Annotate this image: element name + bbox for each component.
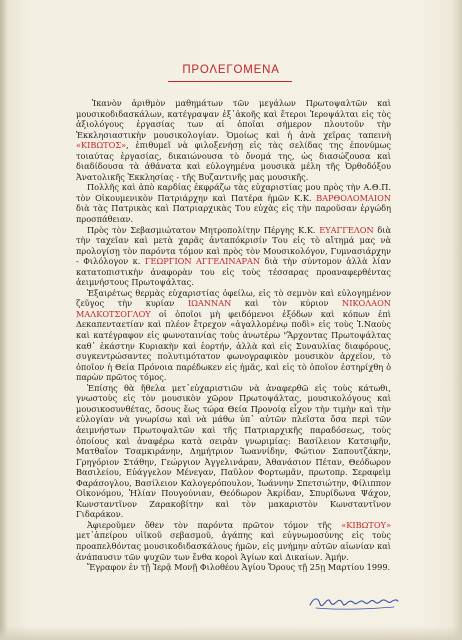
paragraph: [76, 98, 391, 182]
paragraph-text: Πρὸς τὸν Σεβασμιώτατον Μητροπολίτην Πέργης Κ.Κ.: [87, 224, 320, 235]
highlighted-name: ΙΩΑΝΝΑΝ: [187, 298, 232, 309]
closing-line: Ἔγραφον ἐν τῇ Ἱερᾷ Μονῇ Φιλοθέου Ἁγίου Ὄρους τῇ 25ῃ Μαρτίου 1999.: [87, 562, 391, 573]
paragraph-text: Ἐξαιρέτως θερμὰς εὐχαριστίας ὀφείλω, εἰς τὸ σεμνὸν καὶ εὐλογημένον ζεῦγος τὴν κυρίαν: [76, 287, 391, 309]
highlighted-name: ΒΑΡΘΟΛΟΜΑΙΟΝ: [316, 192, 391, 203]
page-title: ΠΡΟΛΕΓΟΜΕΝΑ: [182, 64, 280, 76]
highlighted-name: «ΚΙΒΩΤΟΣ»: [76, 140, 127, 151]
page-edge-right: [452, 0, 462, 640]
paragraph-text: Πολλῆς καὶ ἀπὸ καρδίας ἐκφράζω τὰς εὐχαριστίας μου πρὸς τὴν Α.Θ.Π. τὸν Οἰκουμενικὸν Πατριάρχην καὶ Πατέρα ἡμῶν Κ.Κ.: [76, 182, 391, 203]
body-text: [76, 98, 391, 573]
paragraph-text: καὶ τὸν κύριον: [231, 298, 343, 309]
handwritten-signature: [308, 591, 400, 613]
title-underline: [168, 81, 292, 82]
paragraph-text: οἱ ὁποῖοι μὴ φειδόμενοι ἐξόδων καὶ κόπων ἐπὶ Δεκαπενταετίαν καὶ πλέον ἔτρεχον «ἀγαλλομένῳ ποδὶ» εἰς τοὺς Ἱ.Ναοὺς καὶ κατέγραφον εἰς φωνοταινίας τοὺς ἀνωτέρω "Ἄρχοντας Πρωτοψάλτας καθ᾿ ἑκάστην Κυριακὴν καὶ ἑορτήν, ἀλλὰ καὶ εἰς Συναυλίας διαφόρους, συγκεντρώσαντες πολυτιμότατον φωνογραφικὸν μουσικὸν ἀρχεῖον, τὸ ὁποῖον ἡ Θεία Πρόνοια παρέδωκεν εἰς ἡμᾶς, καὶ εἰς τὸ ὁποῖον ἐστηρίχθη ὁ παρὼν πρῶτος τόμος.: [76, 308, 391, 383]
page-edge-left: [0, 0, 6, 640]
paragraph: [76, 182, 391, 224]
paragraph-text: διὰ τὴν ταχεῖαν καὶ μετὰ χαρᾶς ἀνταπόκρισίν Του εἰς τὸ αἴτημά μας νὰ προλογίσῃ τὸν παρόντα τόμον καὶ πρὸς τὸν Μουσικολόγον, Γυμνασιάρχην - Φιλόλογον κ.: [76, 224, 391, 267]
page-edge-bottom: [0, 626, 462, 640]
highlighted-name: ΕΥΑΓΓΕΛΟΝ: [319, 224, 374, 235]
paragraph-list: [76, 98, 391, 562]
paragraph-text: , ἐπιθυμεῖ νὰ φιλοξενήσῃ εἰς τὰς σελίδας της ἐπονύμως τοιαύτας ἐργασίας, δικαιώνουσα τὸ ὄνομά της, ὡς διασώζουσα καὶ διαδίδουσα τὰ ἀθάνατα καὶ εὐλογημένα μουσικὰ μέλη τῆς Ὀρθοδόξου Ἀνατολικῆς Ἐκκλησίας - τῆς Βυζαντινῆς μας μουσικῆς.: [76, 140, 391, 182]
paragraph: [76, 288, 391, 383]
paragraph: [76, 383, 391, 520]
paragraph-text: Ἐπίσης θὰ ἤθελα μετ᾿εὐχαριστιῶν νὰ ἀναφερθῶ εἰς τοὺς κάτωθι, γνωστοὺς εἰς τὸν μουσικὸν χῶρον Πρωτοψάλτας, μουσικολόγους καὶ μουσικοσυνθέτας, ὅσους ἕως τώρα Θεία Προνοίᾳ εἶχον τὴν τιμὴν καὶ τὴν εὐλογίαν νὰ γνωρίσω καὶ νὰ μάθω ὑπ᾿ αὐτῶν πλεῖστα ὅσα περὶ τῶν ἀειμνήστων Πρωτοψαλτῶν καὶ τῆς Πατριαρχικῆς παραδόσεως, τοὺς ὁποίους καὶ ἀναφέρω κατὰ σειρὰν γνωριμίας: Βασίλειον Κατσιφῆν, Ματθαῖον Τσαμκιράνην, Δημήτριον Ἰωαννίδην, Φώτιον Σαπουτζάκην, Γρηγόριον Στάθην, Γεώργιον Ἀγγελινάραν, Ἀθανάσιον Πέταν, Θεόδωρον Βασιλείου, Εὐάγγελον Μένεγαν, Παῦλον Φορτωμᾶν, πρωτοπρ. Σεραφεὶμ Φαράσογλου, Βασίλειον Καλογερόπουλον, Ἰωάννην Σπετσιώτην, Φίλιππον Οἰκονόμου, Ἠλίαν Πουγούνιαν, Θεόδωρον Ἀκρίδαν, Σπυρίδωνα Ψάχον, Κωνσταντῖνον Ζαρακοβίτην καὶ τὸν μακαριστὸν Κωνσταντῖνον Γιδαράκον.: [76, 382, 391, 520]
highlighted-name: ΝΙΚΟΛΑΟΝ ΜΑΛΚΟΤΣΟΓΛΟΥ: [76, 298, 391, 319]
paragraph-text: μετ᾿ἀπείρου υἱϊκοῦ σεβασμοῦ, ἀγάπης καὶ εὐγνωμοσύνης εἰς τοὺς προαπελθόντας μουσικοδιδασκάλους ἡμῶν, εἰς μνήμην αὐτῶν αἰωνίαν καὶ ἀνάπαυσιν τῶν ψυχῶν των ἔνθα κοροὶ Ἁγίων καὶ Δικαίων. Ἀμήν.: [76, 530, 391, 562]
highlighted-name: «ΚΙΒΩΤΟΥ»: [341, 519, 391, 530]
highlighted-name: ΓΕΩΡΓΙΟΝ ΑΓΓΕΛΙΝΑΡΑΝ: [144, 256, 261, 267]
paragraph: [76, 225, 391, 288]
paragraph-text: διὰ τὴν σύντομον ἀλλὰ λίαν κατατοπιστικὴν ἀναφορὰν του εἰς τοὺς τέσσαρας προαναφερθέντας ἀειμνήστους Πρωτοψάλτας.: [76, 256, 391, 288]
paragraph-text: Ἱκανὸν ἀριθμὸν μαθημάτων τῶν μεγάλων Πρωτοψαλτῶν καὶ μουσικοδιδασκάλων, κατέγραψαν ἐξ᾿ἀκοῆς καὶ ἕτεροι Ἱεροψάλται εἰς τὸς ἀξιολόγους ἐργασίας των αἱ ὁποῖαι σήμερον πλουτοῦν τὴν Ἐκκλησιαστικὴν μουσικολογίαν. Ὁμοίως καὶ ἡ ἀνὰ χεῖρας ταπεινὴ: [76, 98, 391, 140]
paragraph: [76, 520, 391, 562]
paragraph-text: διὰ τὰς Πατρικὰς καὶ Πατριαρχικὰς Του εὐχὰς εἰς τὴν παροῦσαν ἐργώδη προσπάθειαν.: [76, 203, 391, 225]
paragraph-text: Ἀφιεροῦμεν ὅθεν τὸν παρόντα πρῶτον τόμον τῆς: [87, 519, 342, 530]
